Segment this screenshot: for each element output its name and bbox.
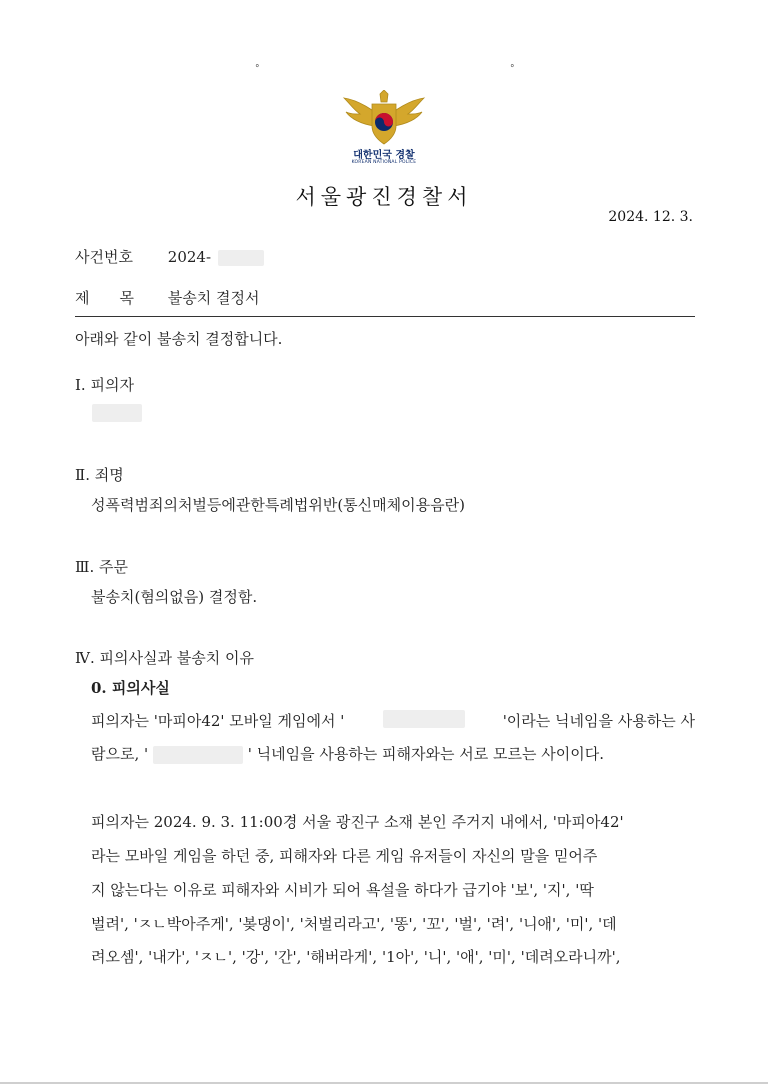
- redacted-suspect-nickname: [383, 710, 465, 728]
- facts-para2-line3: 지 않는다는 이유로 피해자와 시비가 되어 욕설을 하다가 급기야 '보', '지', '딱: [91, 881, 594, 899]
- facts-para2-line1: 피의자는 2024. 9. 3. 11:00경 서울 광진구 소재 본인 주거지 내에서, '마피아42': [91, 813, 624, 831]
- facts-para1-line1-start: 피의자는 '마피아42' 모바일 게임에서 ': [91, 712, 345, 730]
- facts-para1-line2-end: ' 닉네임을 사용하는 피해자와는 서로 모르는 사이이다.: [247, 745, 604, 763]
- page-bottom-edge: [0, 1082, 768, 1084]
- case-number-value: 2024-: [167, 248, 212, 266]
- office-title: 서울광진경찰서: [295, 185, 473, 209]
- section-charge-heading: Ⅱ. 죄명: [75, 466, 124, 484]
- facts-para2-line2: 라는 모바일 게임을 하던 중, 피해자와 다른 게임 유저들이 자신의 말을 믿어주: [91, 847, 598, 865]
- section-suspect-heading: Ⅰ. 피의자: [75, 376, 134, 394]
- subject-label: 제 목: [75, 289, 134, 307]
- case-number-row: [75, 246, 264, 267]
- section-reason-heading: Ⅳ. 피의사실과 불송치 이유: [75, 649, 254, 667]
- order-value: 불송치(혐의없음) 결정함.: [91, 588, 258, 606]
- facts-para2-line5: 려오셈', '내가', 'ㅈㄴ', '강', '간', '해버라게', '1아', '니', '애', '미', '데려오라니까',: [91, 948, 621, 966]
- header-divider: [75, 316, 695, 317]
- redacted-case-number: [218, 250, 264, 266]
- logo-text-english: KOREAN NATIONAL POLICE: [351, 160, 417, 165]
- logo-text-korean: 대한민국 경찰: [353, 150, 415, 161]
- intro-text: 아래와 같이 불송치 결정합니다.: [75, 330, 283, 348]
- facts-para1-line2: [91, 743, 695, 764]
- case-number-label: 사건번호: [75, 248, 133, 266]
- facts-para1-line2-start: 람으로, ': [91, 745, 149, 763]
- facts-para1-line1-end: '이라는 닉네임을 사용하는 사: [502, 712, 695, 730]
- subject-row: [75, 287, 260, 308]
- section-order-heading: Ⅲ. 주문: [75, 558, 128, 576]
- redacted-suspect-name: [92, 404, 142, 422]
- facts-subheading: 0. 피의사실: [91, 679, 170, 697]
- margin-mark-right: °: [510, 64, 515, 74]
- police-emblem-icon: [340, 90, 428, 146]
- subject-value: 불송치 결정서: [167, 289, 260, 307]
- document-date: 2024. 12. 3.: [608, 209, 693, 225]
- facts-para1-line1: [91, 710, 695, 731]
- police-logo: [334, 90, 434, 170]
- charge-value: 성폭력범죄의처벌등에관한특례법위반(통신매체이용음란): [91, 496, 465, 514]
- facts-para2-line4: 벌려', 'ㅈㄴ박아주게', '봊댕이', '처벌리라고', '똥', '꼬', '벌', '려', '니애', '미', '데: [91, 915, 617, 933]
- redacted-victim-nickname: [153, 746, 243, 764]
- margin-mark-left: °: [255, 64, 260, 74]
